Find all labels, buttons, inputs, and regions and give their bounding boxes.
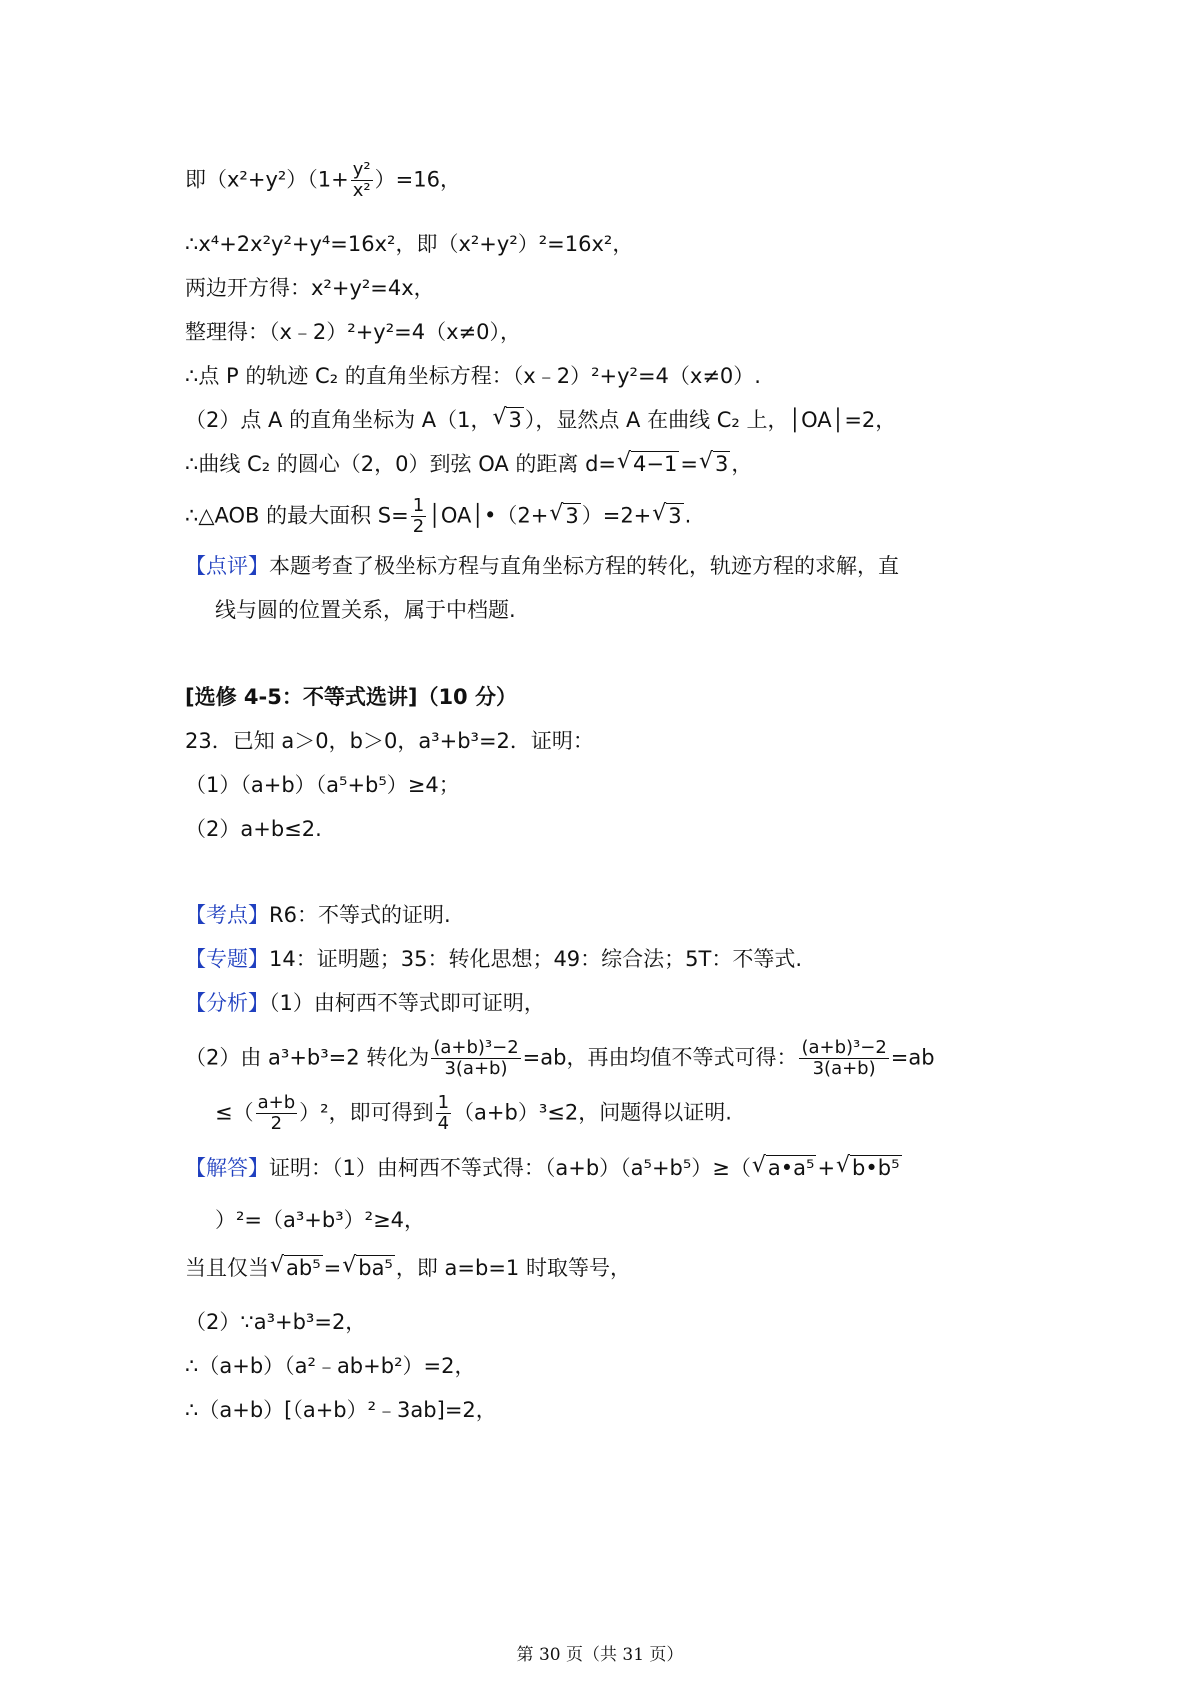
sqrt xyxy=(652,501,683,531)
question-23-part-1: （1）（a+b）（a⁵+b⁵）≥4； xyxy=(185,773,460,797)
fraction xyxy=(256,1093,298,1134)
eq-text: ）=16， xyxy=(374,167,461,192)
eq-text: 即（x²+y²）（1+ xyxy=(185,167,349,192)
eq-text: =ab xyxy=(890,1045,935,1070)
question-23-part-2: （2）a+b≤2. xyxy=(185,817,322,841)
eq-text: （a+b）³≤2，问题得以证明. xyxy=(453,1100,732,1125)
eq-text: ， xyxy=(731,452,753,476)
numerator: (a+b)³−2 xyxy=(433,1037,519,1058)
jieda-line-1 xyxy=(185,1153,903,1183)
eq-line-4: 整理得：（x﹣2）²+y²=4（x≠0）， xyxy=(185,320,521,344)
fenxi-line-3 xyxy=(215,1093,732,1134)
eq-text: = xyxy=(680,452,698,476)
fraction xyxy=(799,1038,888,1079)
fenxi-tag: 【分析】 xyxy=(185,991,269,1015)
eq-line-8 xyxy=(185,496,691,537)
comment-tag: 【点评】 xyxy=(185,554,269,578)
sqrt xyxy=(549,501,580,531)
numerator: 1 xyxy=(412,495,425,516)
sqrt xyxy=(492,405,523,435)
radicand: a•a⁵ xyxy=(767,1156,815,1180)
fenxi-text: （1）由柯西不等式即可证明， xyxy=(269,991,545,1015)
numerator: y² xyxy=(352,159,371,180)
kaodian-line xyxy=(185,900,451,930)
comment-line-2: 线与圆的位置关系，属于中档题. xyxy=(215,598,516,622)
numerator: 1 xyxy=(437,1092,450,1113)
radicand: 3 xyxy=(565,503,579,528)
zhuanti-line xyxy=(185,944,802,974)
zhuanti-tag: 【专题】 xyxy=(185,947,269,971)
sqrt xyxy=(617,449,679,479)
proof-2-line-2: ∴（a+b）（a²﹣ab+b²）=2， xyxy=(185,1354,476,1378)
sqrt xyxy=(836,1153,901,1183)
eq-text: ≤（ xyxy=(215,1100,254,1125)
denominator: x² xyxy=(352,180,371,201)
eq-text: ，即 a=b=1 时取等号， xyxy=(395,1256,631,1280)
eq-line-1 xyxy=(185,160,461,201)
page-footer: 第 30 页（共 31 页） xyxy=(516,1645,684,1665)
section-title: [选修 4-5：不等式选讲]（10 分） xyxy=(185,685,517,709)
radicand: 3 xyxy=(714,452,729,476)
sqrt xyxy=(342,1253,395,1283)
sqrt xyxy=(699,449,730,479)
eq-line-6 xyxy=(185,405,896,435)
eq-line-2: ∴x⁴+2x²y²+y⁴=16x²，即（x²+y²）²=16x²， xyxy=(185,232,634,256)
eq-text: 当且仅当 xyxy=(185,1256,269,1280)
eq-text: ）²，即可得到 xyxy=(299,1100,434,1125)
eq-text: 证明：（1）由柯西不等式得：（a+b）（a⁵+b⁵）≥（ xyxy=(269,1156,751,1180)
sqrt xyxy=(752,1153,817,1183)
eq-text: （2）点 A 的直角坐标为 A（1， xyxy=(185,408,492,432)
eq-text: │OA│•（2+ xyxy=(428,503,549,528)
eq-line-3: 两边开方得：x²+y²=4x， xyxy=(185,276,435,300)
jieda-line-2: ）²=（a³+b³）²≥4， xyxy=(215,1208,426,1232)
eq-text: ∴曲线 C₂ 的圆心（2，0）到弦 OA 的距离 d= xyxy=(185,452,616,476)
denominator: 3(a+b) xyxy=(812,1058,876,1079)
radicand: 4−1 xyxy=(633,452,678,476)
eq-text: ）=2+ xyxy=(581,503,652,528)
proof-2-line-1: （2）∵a³+b³=2， xyxy=(185,1310,367,1334)
fenxi-line-2 xyxy=(185,1038,935,1079)
denominator: 2 xyxy=(412,516,425,537)
fraction xyxy=(411,496,426,537)
denominator: 2 xyxy=(270,1113,283,1134)
comment-text: 本题考查了极坐标方程与直角坐标方程的转化，轨迹方程的求解，直 xyxy=(269,554,899,578)
kaodian-tag: 【考点】 xyxy=(185,903,269,927)
eq-line-7 xyxy=(185,449,752,479)
radicand: ba⁵ xyxy=(358,1256,393,1280)
jieda-tag: 【解答】 xyxy=(185,1156,269,1180)
denominator: 3(a+b) xyxy=(444,1058,508,1079)
eq-text: . xyxy=(684,503,692,528)
eq-text: = xyxy=(323,1256,342,1280)
radicand: ab⁵ xyxy=(286,1256,321,1280)
radicand: 3 xyxy=(508,408,522,432)
eq-line-5: ∴点 P 的轨迹 C₂ 的直角坐标方程：（x﹣2）²+y²=4（x≠0）. xyxy=(185,364,761,388)
comment-line-1 xyxy=(185,551,899,581)
eq-text: ∴△AOB 的最大面积 S= xyxy=(185,503,409,528)
eq-text: =ab，再由均值不等式可得： xyxy=(522,1045,798,1070)
fenxi-line-1 xyxy=(185,988,545,1018)
radicand: 3 xyxy=(668,503,682,528)
eq-text: ），显然点 A 在曲线 C₂ 上，│OA│=2， xyxy=(524,408,897,432)
fraction xyxy=(351,160,373,201)
sqrt xyxy=(270,1253,323,1283)
radicand: b•b⁵ xyxy=(852,1156,900,1180)
fraction xyxy=(436,1093,451,1134)
numerator: (a+b)³−2 xyxy=(801,1037,887,1058)
equality-line xyxy=(185,1253,631,1283)
question-23: 23．已知 a＞0，b＞0，a³+b³=2．证明： xyxy=(185,729,594,753)
fraction xyxy=(431,1038,520,1079)
zhuanti-text: 14：证明题；35：转化思想；49：综合法；5T：不等式. xyxy=(269,947,803,971)
eq-text: + xyxy=(817,1156,836,1180)
numerator: a+b xyxy=(257,1092,296,1113)
proof-2-line-3: ∴（a+b）[（a+b）²﹣3ab]=2， xyxy=(185,1398,497,1422)
eq-text: （2）由 a³+b³=2 转化为 xyxy=(185,1045,430,1070)
denominator: 4 xyxy=(437,1113,450,1134)
kaodian-text: R6：不等式的证明. xyxy=(269,903,451,927)
